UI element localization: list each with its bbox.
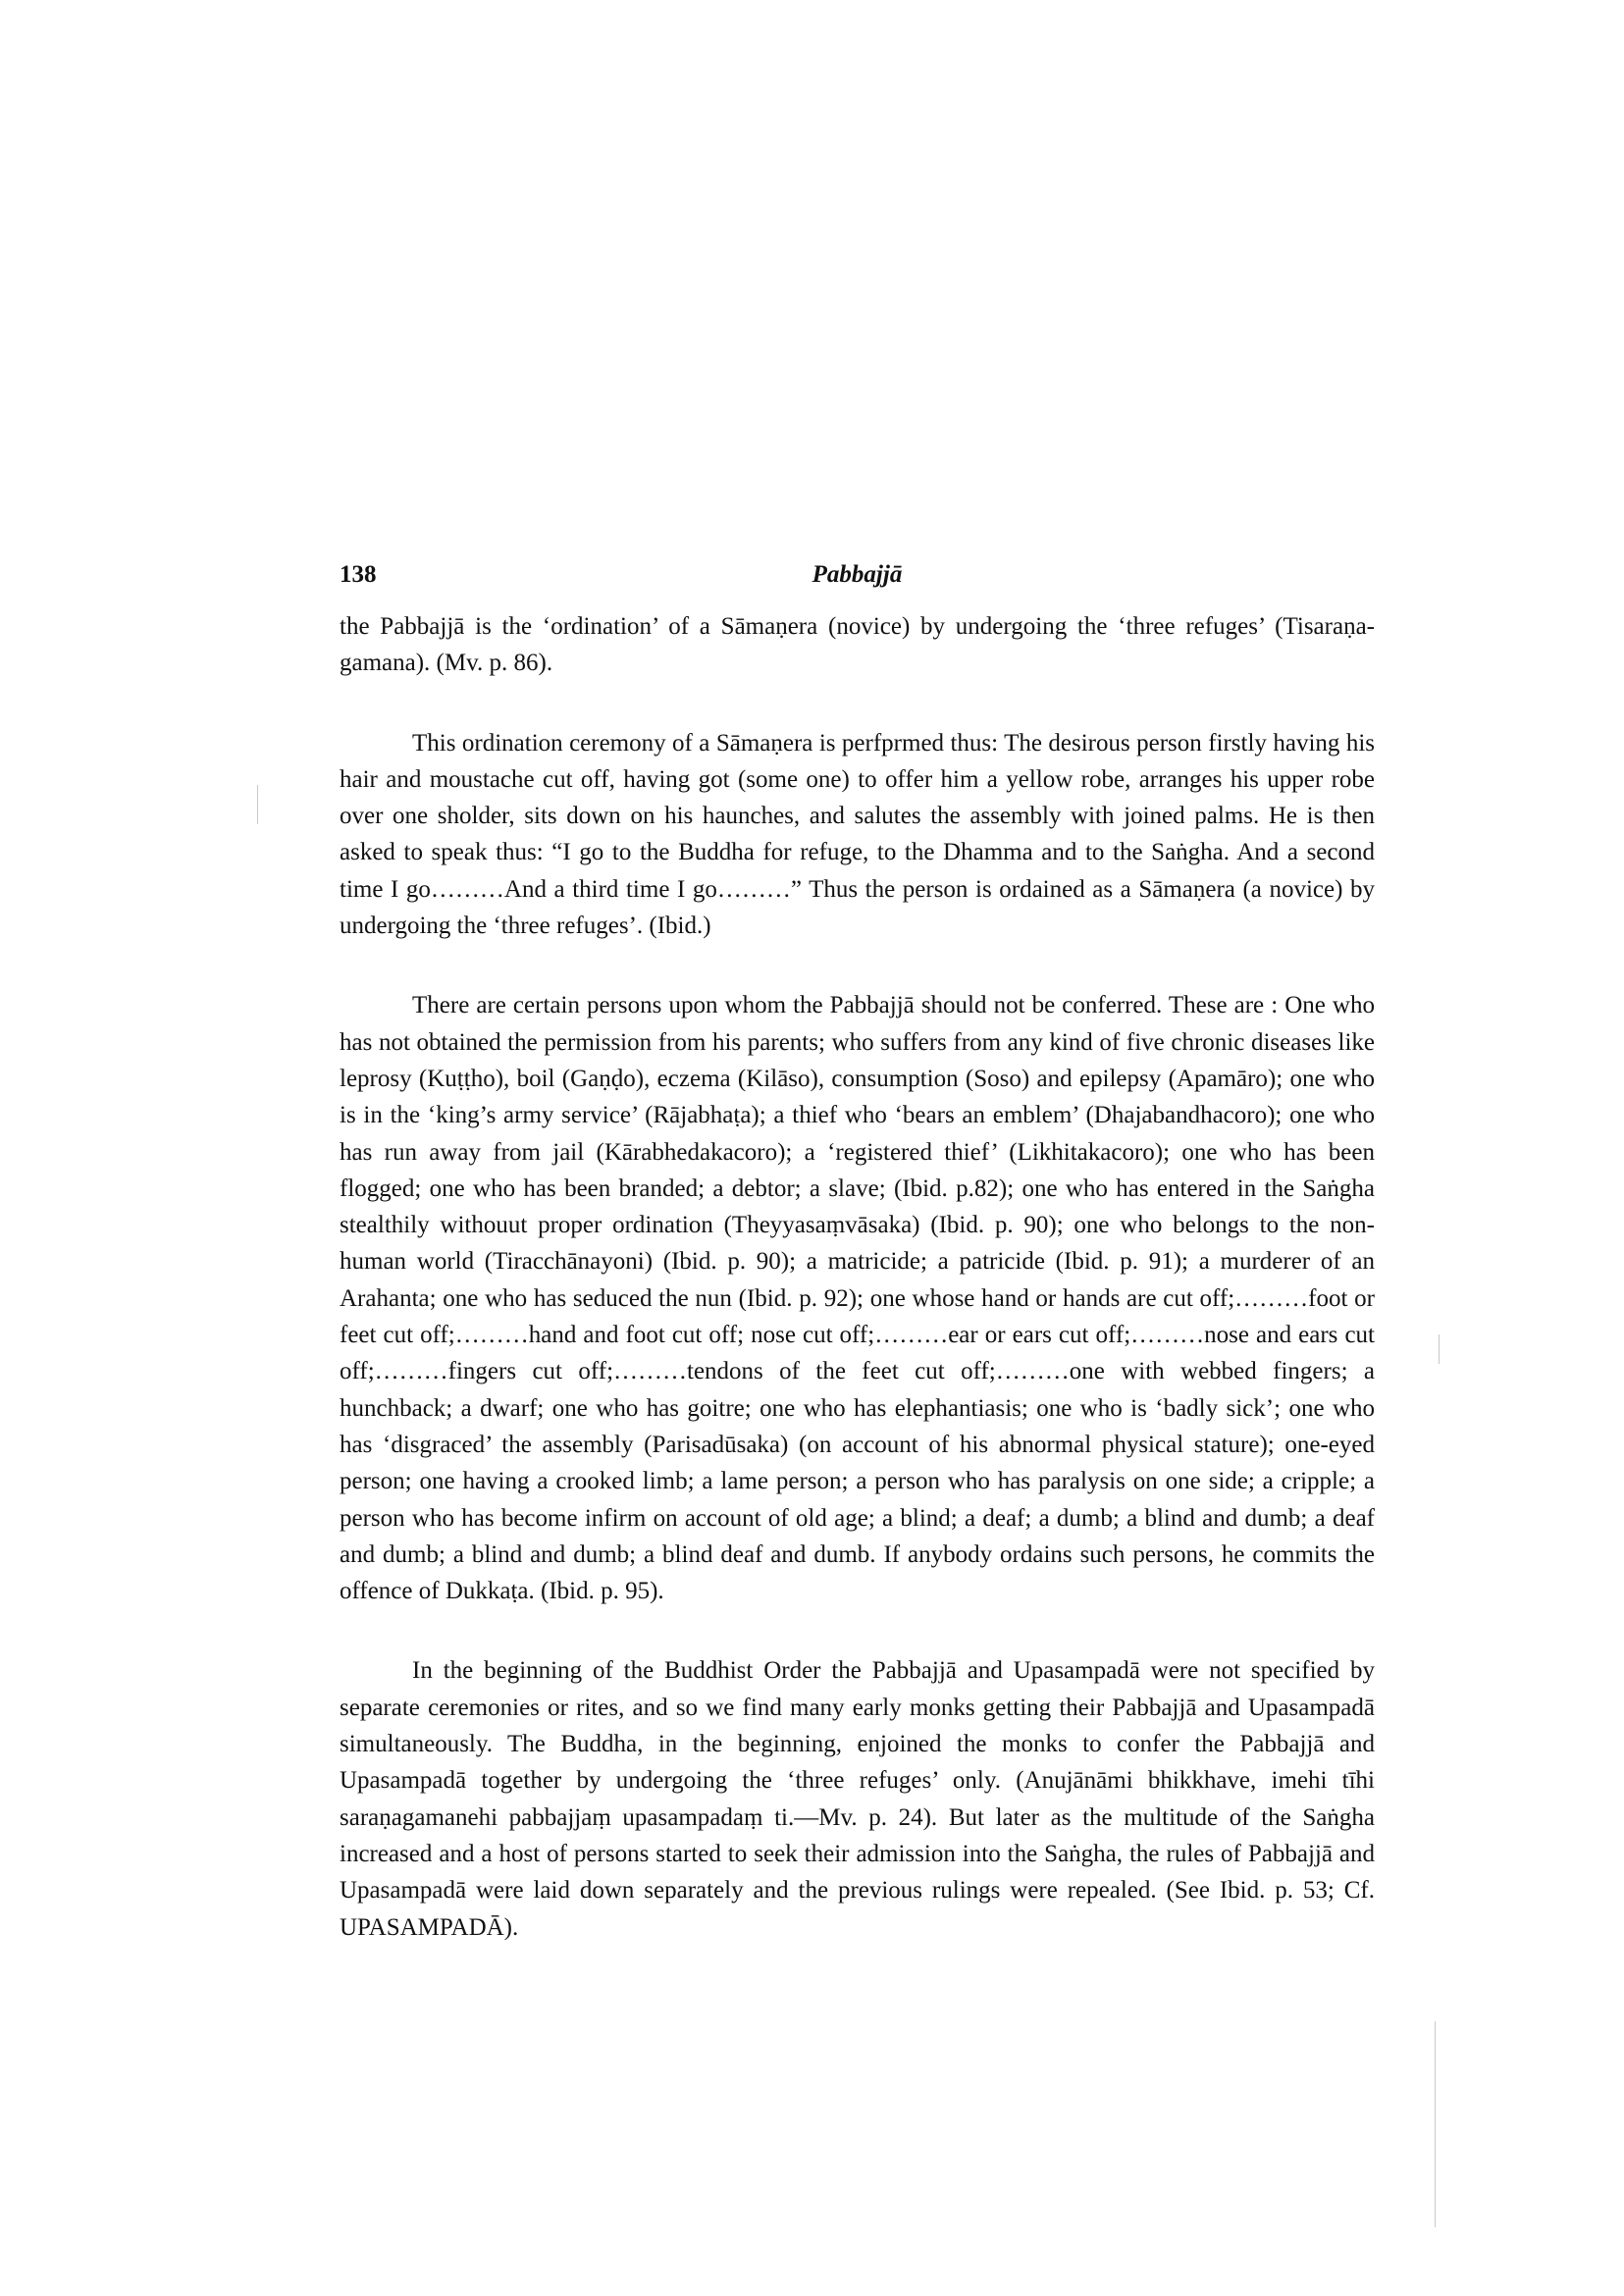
page-header: [340, 561, 1375, 600]
margin-mark-left: [257, 785, 258, 824]
paragraph-intro: the Pabbajjā is the ‘ordination’ of a Sāmaṇera (novice) by undergoing the ‘three refuges’ (Tisaraṇa-gamana). (Mv. p. 86).: [340, 613, 1375, 677]
body-text: [340, 608, 1375, 1946]
paragraph-ordination-ceremony: This ordination ceremony of a Sāmaṇera is perfprmed thus: The desirous person firstly having his hair and moustache cut off, having got (some one) to offer him a yellow robe, arranges his upper robe over one sholder, sits down on his haunches, and salutes the assembly with joined palms. He is then asked to speak thus: “I go to the Buddha for refuge, to the Dhamma and to the Saṅgha. And a second time I go………And a third time I go………” Thus the person is ordained as a Sāmaṇera (a novice) by undergoing the ‘three refuges’. (Ibid.): [340, 729, 1375, 940]
running-head: Pabbajjā: [812, 561, 903, 588]
paragraph-history: In the beginning of the Buddhist Order the Pabbajjā and Upasampadā were not specified by separate ceremonies or rites, and so we find many early monks getting their Pabbajjā and Upasampadā simultaneously. The Buddha, in the beginning, enjoined the monks to confer the Pabbajjā and Upasampadā together by undergoing the ‘three refuges’ only. (Anujānāmi bhikkhave, imehi tīhi saraṇagamanehi pabbajjaṃ upasampadaṃ ti.—Mv. p. 24). But later as the multitude of the Saṅgha increased and a host of persons started to seek their admission into the Saṅgha, the rules of Pabbajjā and Upasampadā were laid down separately and the previous rulings were repealed. (See Ibid. p. 53; Cf. UPASAMPADĀ).: [340, 1657, 1375, 1941]
margin-mark-right: [1439, 1334, 1440, 1364]
page-number: 138: [340, 561, 377, 588]
margin-mark-right-lower: [1435, 2021, 1436, 2227]
paragraph-excluded-persons: There are certain persons upon whom the Pabbajjā should not be conferred. These are : One who has not obtained the permission from his parents; who suffers from any kind of five chronic diseases like leprosy (Kuṭṭho), boil (Gaṇḍo), eczema (Kilāso), consumption (Soso) and epilepsy (Apamāro); one who is in the ‘king’s army service’ (Rājabhaṭa); a thief who ‘bears an emblem’ (Dhajabandhacoro); one who has run away from jail (Kārabhedakacoro); a ‘registered thief’ (Likhitakacoro); one who has been flogged; one who has been branded; a debtor; a slave; (Ibid. p.82); one who has entered in the Saṅgha stealthily withouut proper ordination (Theyyasaṃvāsaka) (Ibid. p. 90); one who belongs to the non-human world (Tiracchānayoni) (Ibid. p. 90); a matricide; a patricide (Ibid. p. 91); a murderer of an Arahanta; one who has seduced the nun (Ibid. p. 92); one whose hand or hands are cut off;………foot or feet cut off;………hand and foot cut off; nose cut off;………ear or ears cut off;………nose and ears cut off;………fingers cut off;………tendons of the feet cut off;………one with webbed fingers; a hunchback; a dwarf; one who has goitre; one who has elephantiasis; one who is ‘badly sick’; one who has ‘disgraced’ the assembly (Parisadūsaka) (on account of his abnormal physical stature); one-eyed person; one having a crooked limb; a lame person; a person who has paralysis on one side; a cripple; a person who has become infirm on account of old age; a blind; a deaf; a dumb; a blind and dumb; a deaf and dumb; a blind and dumb; a blind deaf and dumb. If anybody ordains such persons, he commits the offence of Dukkaṭa. (Ibid. p. 95).: [340, 992, 1375, 1605]
